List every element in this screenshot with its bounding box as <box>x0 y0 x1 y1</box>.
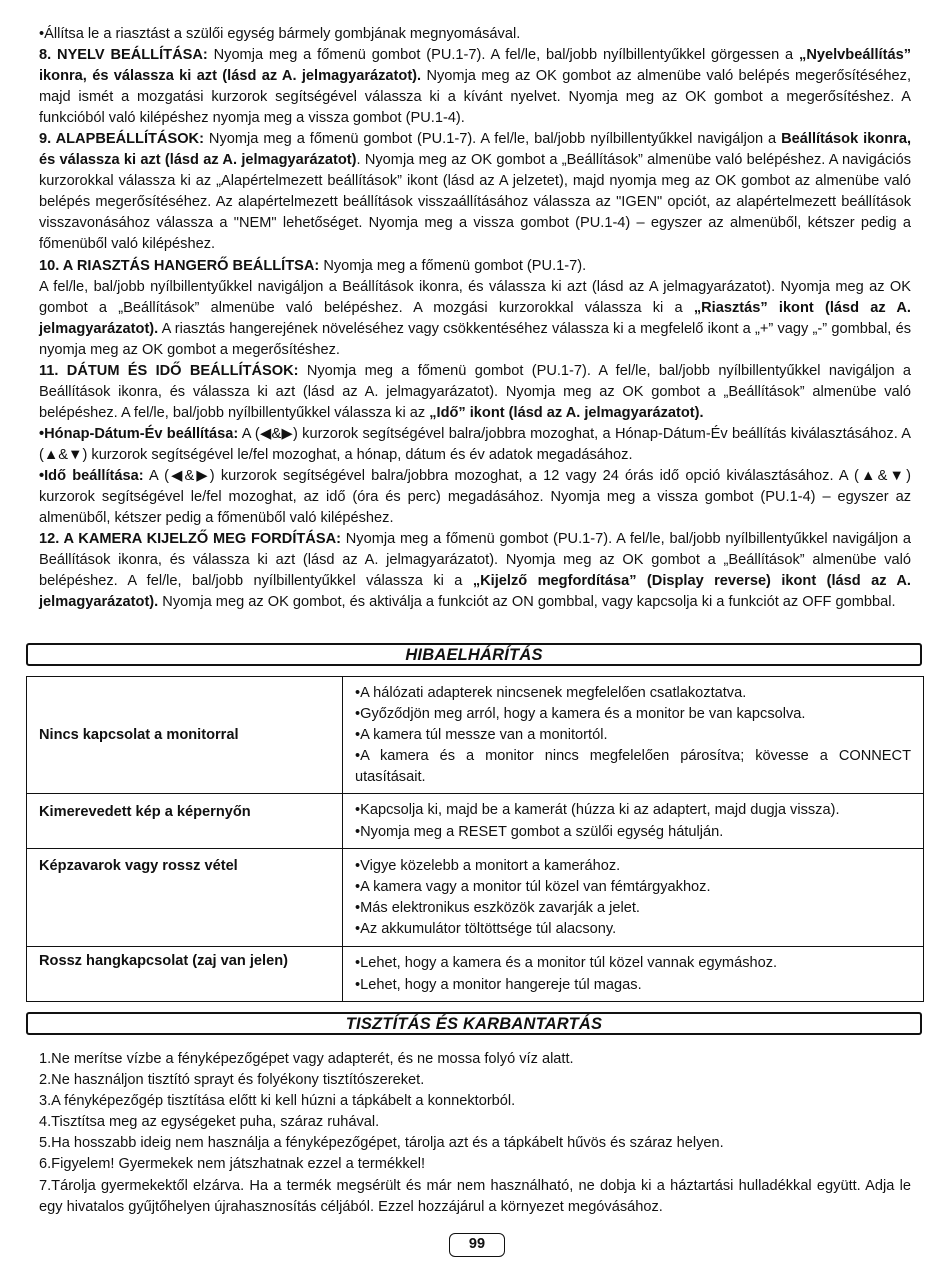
time-setting-paragraph: •Idő beállítása: A (◀&▶) kurzorok segítségével balra/jobbra mozoghat, a 12 vagy 24 órás idő opció kiválasztásához. A (▲&▼) kurzorok segítségével le/fel mozoghat, az idő (óra és perc) megadásához. Nyomja meg a vissza gombot (PU.1-4) – egyszer az almenüből, kétszer pedig a főmenüből való kilépéshez. <box>39 467 911 527</box>
fix-item: •Lehet, hogy a kamera és a monitor túl közel vannak egymáshoz. <box>355 955 778 972</box>
page-number: 99 <box>449 1233 505 1257</box>
alarm-volume-heading: 10. A RIASZTÁS HANGERŐ BEÁLLÍTSA: <box>39 257 320 274</box>
fix-item: •A hálózati adapterek nincsenek megfelelően csatlakoztatva. <box>355 684 747 701</box>
fix-item: •Az akkumulátor töltöttsége túl alacsony. <box>355 921 617 938</box>
issue-cell: Nincs kapcsolat a monitorral <box>27 677 343 794</box>
date-time-paragraph: 11. DÁTUM ÉS IDŐ BEÁLLÍTÁSOK: Nyomja meg a főmenü gombot (PU.1-7). A fel/le, bal/jobb nyílbillentyűkkel navigáljon a Beállítások ikonra, és válassza ki azt (lásd az A. jelmagyarázatot). Nyomja meg az OK gombot a „Beállítások” almenübe való belépéshez. A fel/le, bal/jobb nyílbillentyűkkel válassza ki az „Idő” ikont (lásd az A. jelmagyarázatot). <box>39 362 911 421</box>
maintenance-list <box>39 1049 911 1218</box>
list-item: 1.Ne merítse vízbe a fényképezőgépet vagy adapterét, és ne mossa folyó víz alatt. <box>39 1051 574 1067</box>
instructions-section <box>39 24 911 613</box>
display-reverse-paragraph: 12. A KAMERA KIJELZŐ MEG FORDÍTÁSA: Nyomja meg a főmenü gombot (PU.1-7). A fel/le, bal/jobb nyílbillentyűkkel navigáljon a Beállítások ikonra, és válassza ki azt (lásd az A. jelmagyarázatot). Nyomja meg az OK gombot a „Beállítások” almenübe való belépéshez. A fel/le, bal/jobb nyílbillentyűkkel válassza ki a „Kijelző megfordítása” (Display reverse) ikont (lásd az A. jelmagyarázatot). Nyomja meg az OK gombot, és aktiválja a funkciót az ON gombbal, vagy kapcsolja ki a funkciót az OFF gombbal. <box>39 531 911 611</box>
date-time-heading: 11. DÁTUM ÉS IDŐ BEÁLLÍTÁSOK: <box>39 362 299 379</box>
troubleshooting-table <box>26 676 924 1002</box>
issue-cell: Képzavarok vagy rossz vétel <box>27 849 343 947</box>
fix-item: •Vigye közelebb a monitort a kamerához. <box>355 857 621 874</box>
fixes-cell <box>343 677 924 794</box>
list-item: 3.A fényképezőgép tisztítása előtt ki kell húzni a tápkábelt a konnektorból. <box>39 1093 516 1110</box>
display-reverse-heading: 12. A KAMERA KIJELZŐ MEG FORDÍTÁSA: <box>39 531 341 548</box>
fix-item: •A kamera vagy a monitor túl közel van fémtárgyakhoz. <box>355 878 711 895</box>
table-row <box>27 794 924 849</box>
table-row <box>27 947 924 1002</box>
list-item: 6.Figyelem! Gyermekek nem játszhatnak ezzel a termékkel! <box>39 1156 426 1173</box>
fix-item: •A kamera túl messze van a monitortól. <box>355 726 608 743</box>
fix-item: •Kapcsolja ki, majd be a kamerát (húzza ki az adaptert, majd dugja vissza). <box>355 802 840 819</box>
fix-item: •Nyomja meg a RESET gombot a szülői egység hátulján. <box>355 823 724 840</box>
default-settings-heading: 9. ALAPBEÁLLÍTÁSOK: <box>39 131 204 148</box>
alarm-volume-heading-line: 10. A RIASZTÁS HANGERŐ BEÁLLÍTSA: Nyomja meg a főmenü gombot (PU.1-7). <box>39 257 587 274</box>
list-item: 4.Tisztítsa meg az egységeket puha, száraz ruhával. <box>39 1114 380 1131</box>
issue-cell: Kimerevedett kép a képernyőn <box>27 794 343 849</box>
table-row <box>27 849 924 947</box>
fix-item: •A kamera és a monitor nincs megfelelően párosítva; kövesse a CONNECT utasításait. <box>355 748 911 786</box>
fixes-cell <box>343 794 924 849</box>
default-settings-paragraph: 9. ALAPBEÁLLÍTÁSOK: Nyomja meg a főmenü gombot (PU.1-7). A fel/le, bal/jobb nyílbillentyűkkel navigáljon a Beállítások ikonra, és válassza ki azt (lásd az A. jelmagyarázatot). Nyomja meg az OK gombot a „Beállítások” almenübe való belépéshez. A navigációs kurzorokkal válassza ki az „Alapértelmezett beállítások” ikont (lásd az A jelzetet), majd nyomja meg az OK gombot az almenübe való belépés megerősítéséhez. Az alapértelmezett beállítások visszaállításához válassza az "IGEN" opciót, az alapértelmezett beállítások visszavonásához válassza a "NEM" lehetőséget. Nyomja meg a vissza gombot (PU.1-4) – egyszer az almenüből, kétszer pedig a főmenüből való kilépéshez. <box>39 131 911 253</box>
language-setting-paragraph: 8. NYELV BEÁLLÍTÁSA: Nyomja meg a főmenü gombot (PU.1-7). A fel/le, bal/jobb nyílbillentyűkkel görgessen a „Nyelvbeállítás” ikonra, és válassza ki azt (lásd az A. jelmagyarázatot). Nyomja meg az OK gombot az almenübe való belépés megerősítéséhez, majd ismét a mozgatási kurzorok segítségével válassza ki a kívánt nyelvet. Nyomja meg az OK gombot a megerősítéshez. A funkcióból való kilépéshez nyomja meg a vissza gombot (PU.1-4). <box>39 47 912 127</box>
fix-item: •Más elektronikus eszközök zavarják a jelet. <box>355 900 640 916</box>
fix-item: •Győződjön meg arról, hogy a kamera és a monitor be van kapcsolva. <box>355 705 806 722</box>
alarm-volume-paragraph: A fel/le, bal/jobb nyílbillentyűkkel navigáljon a Beállítások ikonra, és válassza ki azt (lásd az A jelmagyarázatot). Nyomja meg az OK gombot a „Beállítások” almenübe való belépéshez. A mozgási kurzorokkal válassza ki a „Riasztás” ikont (lásd az A. jelmagyarázatot). A riasztás hangerejének növeléséhez vagy csökkentéséhez válassza ki a megfelelő ikont a „+” vagy „-” gombbal, és nyomja meg az OK gombot a megerősítéshez. <box>39 278 911 358</box>
list-item: 7.Tárolja gyermekektől elzárva. Ha a termék megsérült és már nem használható, ne dobja ki a háztartási hulladékkal együtt. Adja le egy hivatalos gyűjtőhelyen újrahasznosítás céljából. Ezzel hozzájárul a környezet megóvásához. <box>39 1177 911 1215</box>
troubleshooting-title: HIBAELHÁRÍTÁS <box>26 643 922 666</box>
fixes-cell <box>343 849 924 947</box>
maintenance-title: TISZTÍTÁS ÉS KARBANTARTÁS <box>26 1012 922 1035</box>
list-item: 2.Ne használjon tisztító sprayt és folyékony tisztítószereket. <box>39 1072 425 1089</box>
fixes-cell <box>343 947 924 1002</box>
issue-cell: Rossz hangkapcsolat (zaj van jelen) <box>27 947 343 1002</box>
alarm-stop-line: •Állítsa le a riasztást a szülői egység bármely gombjának megnyomásával. <box>39 26 521 42</box>
list-item: 5.Ha hosszabb ideig nem használja a fényképezőgépet, tárolja azt és a tápkábelt hűvös és száraz helyen. <box>39 1135 724 1152</box>
language-setting-heading: 8. NYELV BEÁLLÍTÁSA: <box>39 47 208 64</box>
table-row <box>27 677 924 794</box>
fix-item: •Lehet, hogy a monitor hangereje túl magas. <box>355 976 642 993</box>
date-setting-paragraph: •Hónap-Dátum-Év beállítása: A (◀&▶) kurzorok segítségével balra/jobbra mozoghat, a Hónap-Dátum-Év beállítás kiválasztásához. A (▲&▼) kurzorok segítségével le/fel mozoghat, a hónap, dátum és év adatok megadásához. <box>39 425 912 463</box>
